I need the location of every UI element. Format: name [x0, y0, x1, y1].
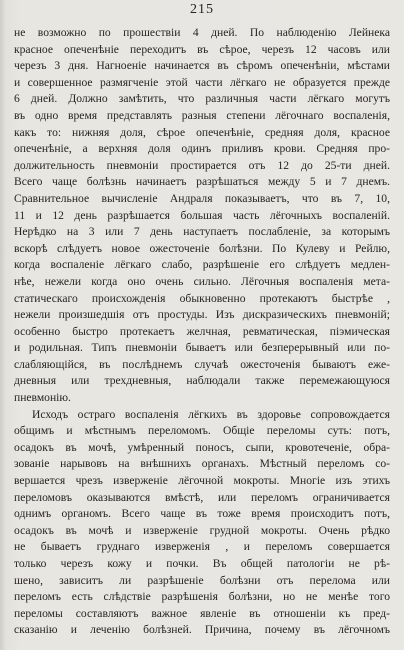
- text-line: какъ то: нижняя доля, сѣрое опеченѣніе, средняя доля, красное: [14, 125, 390, 139]
- text-line: осадокъ въ мочѣ, умѣренный поносъ, сыпи, кровотеченіе, обра-: [14, 440, 390, 454]
- text-line: однимъ органомъ. Всего чаще въ тоже время происходитъ потъ,: [14, 507, 390, 521]
- text-line: Исходъ остраго воспаленія лёгкихъ въ здоровье сопровождается: [32, 407, 390, 421]
- text-line: и родильная. Типъ пневмоніи бываетъ или безперерывный или по-: [14, 341, 390, 355]
- text-line: не бываетъ груднаго изверженія , и переломъ совершается: [14, 540, 390, 554]
- text-line: вершается чрезъ изверженіе лёгочной мокроты. Многіе изъ этихъ: [14, 474, 390, 488]
- text-line: переломовъ оказываются вмѣстѣ, или переломъ ограничивается: [14, 490, 390, 504]
- text-line: не возможно по прошествіи 4 дней. По наблюденію Лейнека: [14, 26, 390, 39]
- text-line: пневмонію.: [14, 391, 71, 405]
- paragraph: [14, 25, 390, 407]
- text-line: когда воспаленіе лёгкаго слабо, разрѣшеніе его слѣдуетъ медлен-: [14, 258, 390, 272]
- text-line: статическаго происхожденія обыкновенно протекаютъ быстрѣе ,: [14, 291, 390, 305]
- text-line: шено, зависитъ ли разрѣшеніе болѣзни отъ перелома или: [14, 573, 390, 587]
- text-line: въ одно время представлять разныя степени лёгочнаго воспаленія,: [14, 108, 390, 122]
- text-line: красное опеченѣніе переходитъ въ сѣрое, черезъ 12 часовъ или: [14, 42, 390, 56]
- text-line: Всего чаще болѣзнь начинаетъ разрѣшаться между 5 и 7 днемъ.: [14, 175, 390, 189]
- text-line: осадокъ въ мочѣ и изверженіе грудной мокроты. Очень рѣдко: [14, 523, 390, 537]
- text-line: нежели произшедшія отъ простуды. Изъ дискразическихъ пневмоній;: [14, 308, 390, 322]
- text-line: дневныя или трехдневныя, наблюдали также перемежающуюся: [14, 374, 390, 388]
- text-line: переломъ есть слѣдствіе разрѣшенія болѣзни, но не менѣе того: [14, 590, 390, 604]
- text-line: переломы составляютъ важное явленіе въ отношеніи къ пред-: [14, 606, 390, 620]
- text-line: нѣе, нежели когда оно очень сильно. Лёгочныя воспаленія мета-: [14, 274, 390, 288]
- text-line: Сравнительное вычисленіе Андраля показываетъ, что въ 7, 10,: [14, 191, 390, 205]
- text-line: 11 и 12 день разрѣшается большая часть лёгочныхъ воспаленій.: [14, 208, 390, 222]
- text-line: 6 дней. Должно замѣтить, что различныя части лёгкаго могутъ: [14, 92, 390, 106]
- text-line: и совершенное размягченіе этой части лёгкаго не образуется прежде: [14, 75, 390, 89]
- text-line: сказанію и леченію болѣзней. Причина, почему въ лёгочномъ: [14, 623, 390, 637]
- text-line: Нерѣдко на 3 или 7 день наступаетъ послабленіе, за которымъ: [14, 225, 390, 239]
- text-line: вскорѣ слѣдуетъ новое ожесточеніе болѣзни. По Кулеву и Рейлю,: [14, 241, 390, 255]
- text-line: особенно быстро протекаетъ желчная, ревматическая, піэмическая: [14, 324, 390, 338]
- text-line: общимъ и мѣстнымъ переломомъ. Общіе переломы суть: потъ,: [14, 424, 390, 438]
- text-line: слабляющійся, въ послѣднемъ случаѣ ожесточенія бываютъ еже-: [14, 357, 390, 371]
- text-line: только черезъ кожу и почки. Въ общей патологіи не рѣ-: [14, 557, 390, 570]
- text-line: черезъ 3 дня. Нагноеніе начинается въ сѣромъ опеченѣніи, мѣстами: [14, 59, 390, 73]
- page-number: 215: [190, 2, 214, 17]
- paragraph: [14, 407, 390, 639]
- text-line: опеченѣніе, а верхняя доля одинъ приливъ крови. Средняя про-: [14, 142, 390, 156]
- text-line: должительность пневмоніи простирается отъ 12 до 25-ти дней.: [14, 158, 390, 172]
- text-line: зованіе нарывовъ на внѣшнихъ органахъ. Мѣстный переломъ со-: [14, 457, 390, 471]
- text-block: [14, 25, 390, 639]
